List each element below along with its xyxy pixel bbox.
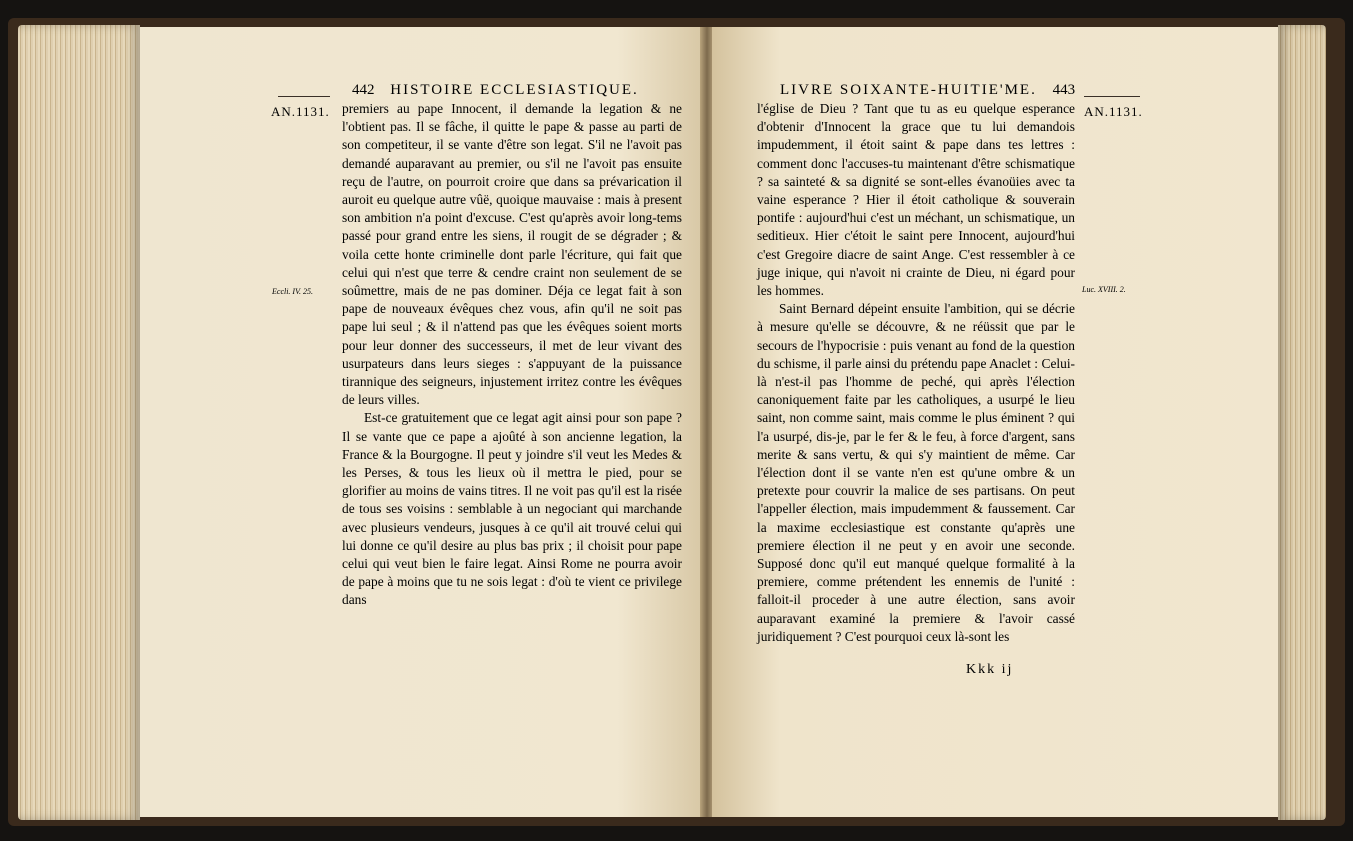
right-page-number: 443 [1052, 82, 1076, 98]
left-margin-year: AN.1131. [271, 104, 330, 119]
left-margin-reference: Eccli. IV. 25. [272, 287, 313, 296]
left-paragraph-2: Est-ce gratuitement que ce legat agit ainsi pour son pape ? Il se vante que ce pape a ajoûté à son ancienne legation, la France & la Bourgogne. Il peut y joindre s'il veut les Medes & les Perses, & tous les lieux où il mettra le pied, pour se glorifier au moins de vains titres. Il ne voit pas qu'il est la risée de tous ses voisins : semblable à un negociant qui marchande avec plusieurs vendeurs, jusques à ce qu'il ait trouvé celui qui lui donne ce qu'il desire au plus bas prix ; il choisit pour pape celui qui veut bien le faire legat. Ainsi Rome ne pourra avoir de pape à moins que tu ne sois legat : d'où te vient ce privilege dans [342, 410, 682, 608]
right-page-edges [1278, 25, 1326, 820]
right-margin-rule [1084, 96, 1140, 97]
right-page-text [757, 100, 1075, 646]
left-running-header [342, 82, 639, 99]
left-page-number: 442 [352, 82, 375, 98]
right-margin-year: AN.1131. [1084, 104, 1143, 119]
left-paragraph-1: premiers au pape Innocent, il demande la legation & ne l'obtient pas. Il se fâche, il quitte le pape & passe au parti de son competiteur, il se vante d'être son legat. S'il ne l'avoit pas demandé auparavant au premier, ou s'il ne l'avoit pas ensuite reçu de l'autre, on pourroit croire que dans sa prévarication il auroit eu quelque autre vûë, quoique mauvaise : mais à present son ambition n'a point d'excuse. C'est qu'après avoir long-tems passé pour grand entre les siens, il rougit de se dégrader ; & voila cette honte criminelle dont parle l'écriture, qui fait que celui qui n'est que terre & cendre craint non seulement de se soûmettre, mais de ne pas dominer. Déja ce legat fait à son pape de nouveaux évêques chez vous, afin qu'il ne soit pas pape lui seul ; & il n'attend pas que les évêques soient morts pour leur donner des successeurs, il met de leur vivant des usurpateurs dans leurs sieges : s'appuyant de la puissance tirannique des seigneurs, injustement irritez contre les évêques de leurs villes. [342, 101, 682, 408]
right-margin-reference: Luc. XVIII. 2. [1082, 285, 1126, 294]
right-paragraph-1: l'église de Dieu ? Tant que tu as eu quelque esperance d'obtenir d'Innocent la grace que tu lui demandois impudemment, il étoit saint & pape dans tes lettres : comment donc l'accuses-tu maintenant d'être schismatique ? sa sainteté & sa dignité se sont-elles évanoüies avec ta vaine esperance ? Hier il étoit catholique & souverain pontife : aujourd'hui c'est un méchant, un schismatique, un seditieux. Hier c'étoit le saint pere Innocent, aujourd'hui c'est Gregoire diacre de saint Ange. C'est ressembler à ce juge inique, qui n'avoit ni crainte de Dieu, ni égard pour les hommes. [757, 101, 1075, 299]
right-running-header [780, 82, 1085, 99]
right-paragraph-2: Saint Bernard dépeint ensuite l'ambition, qui se décrie à mesure qu'elle se découvre, & ne réüssit que par le secours de l'hypocrisie : puis venant au fond de la question du schisme, il parle ainsi du prétendu pape Anaclet : Celui-là n'est-il pas l'homme de peché, qui après l'élection canoniquement faite par les catholiques, a usurpé le lieu saint, non comme saint, mais comme le plus éminent ? qui l'a usurpé, dis-je, par le fer & le feu, à force d'argent, sans merite & sans vertu, & qui s'y maintient de même. Car l'élection dont il se vante n'en est qu'une ombre & un pretexte pour couvrir la malice de ses partisans. On peut l'appeller élection, mais impudemment & faussement. Car la maxime ecclesiastique est constante qu'après une premiere élection il ne peut y en avoir une seconde. Supposé donc qu'il eut manqué quelque formalité à la premiere, comme prétendent les ennemis de l'unité : falloit-il proceder à une autre élection, sans avoir auparavant examiné la premiere & l'avoir cassé juridiquement ? C'est pourquoi ceux là-sont les [757, 301, 1075, 644]
left-page-edges [18, 25, 140, 820]
left-margin-rule [278, 96, 330, 97]
left-running-title: HISTOIRE ECCLESIASTIQUE. [390, 82, 639, 98]
signature-mark: Kkk ij [966, 662, 1014, 677]
left-page-text [342, 100, 682, 610]
right-running-title: LIVRE SOIXANTE-HUITIE'ME. [780, 82, 1037, 98]
